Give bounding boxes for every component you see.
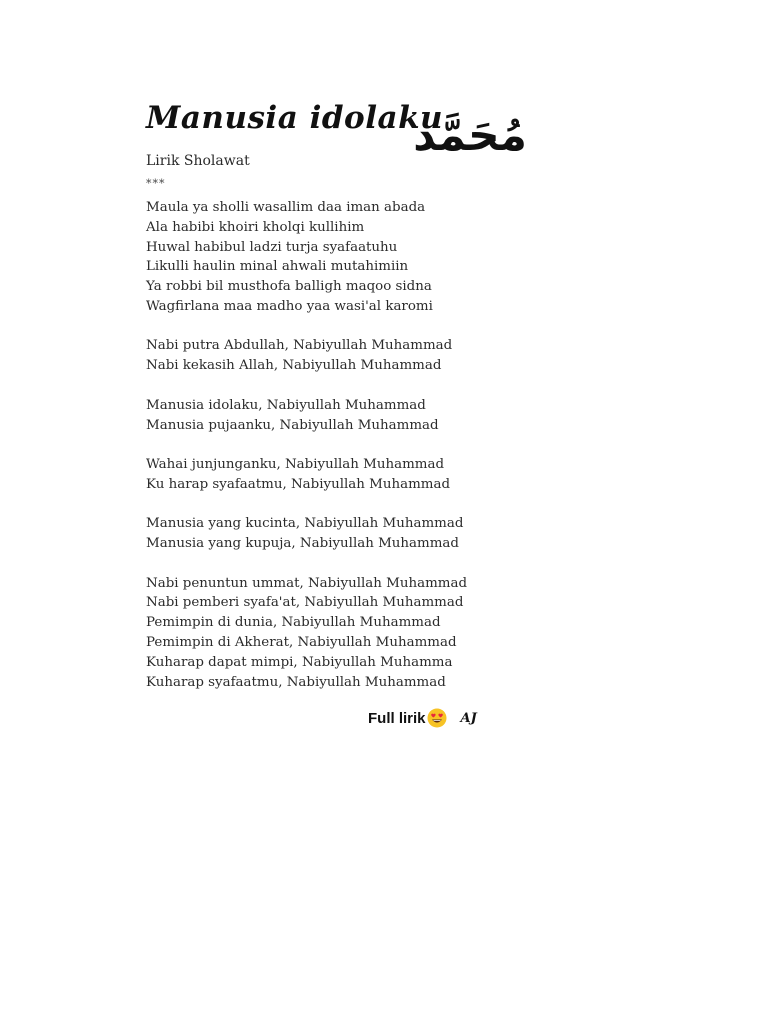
lyric-line: Huwal habibul ladzi turja syafaatuhu: [146, 239, 398, 255]
lyric-line: Nabi kekasih Allah, Nabiyullah Muhammad: [146, 358, 442, 374]
signature: AJ: [460, 710, 477, 726]
stanza: [146, 514, 506, 554]
lyric-line: Nabi pemberi syafa'at, Nabiyullah Muhammad: [146, 595, 464, 611]
lyric-line: Ya robbi bil musthofa balligh maqoo sidna: [146, 279, 432, 295]
lyric-line: Manusia yang kucinta, Nabiyullah Muhammad: [146, 516, 464, 532]
stanza: [146, 455, 506, 495]
lyric-line: Manusia yang kupuja, Nabiyullah Muhammad: [146, 536, 459, 552]
stanza: [146, 574, 506, 693]
stanza: [146, 198, 506, 317]
lyric-line: Ala habibi khoiri kholqi kullihim: [146, 219, 365, 235]
lyric-line: Wahai junjunganku, Nabiyullah Muhammad: [146, 457, 445, 473]
lyric-line: Wagfirlana maa madho yaa wasi'al karomi: [146, 298, 433, 314]
lyric-line: Nabi putra Abdullah, Nabiyullah Muhammad: [146, 338, 453, 354]
lyric-line: Manusia idolaku, Nabiyullah Muhammad: [146, 397, 426, 413]
calligraphy-text: مُحَمَّد: [413, 110, 527, 161]
stanza: [146, 396, 506, 436]
heart-eyes-emoji-icon: [427, 708, 447, 728]
lyric-line: Maula ya sholli wasallim daa iman abada: [146, 200, 426, 215]
subtitle: Lirik Sholawat: [146, 153, 250, 169]
muhammad-calligraphy-icon: [413, 96, 527, 172]
page-title: Manusia idolaku: [146, 100, 444, 136]
credit-text: Full lirik: [368, 709, 426, 727]
credit-footer: [368, 708, 477, 728]
lyric-line: Kuharap syafaatmu, Nabiyullah Muhammad: [146, 674, 446, 690]
stanza: [146, 336, 506, 376]
lyric-line: Manusia pujaanku, Nabiyullah Muhammad: [146, 417, 439, 433]
separator: ***: [146, 177, 166, 190]
lyric-line: Pemimpin di Akherat, Nabiyullah Muhammad: [146, 634, 457, 650]
lyric-line: Kuharap dapat mimpi, Nabiyullah Muhamma: [146, 654, 453, 670]
lyric-line: Pemimpin di dunia, Nabiyullah Muhammad: [146, 615, 441, 631]
lyrics-body: [146, 198, 506, 692]
lyric-line: Ku harap syafaatmu, Nabiyullah Muhammad: [146, 476, 451, 492]
lyric-line: Likulli haulin minal ahwali mutahimiin: [146, 259, 409, 275]
lyric-line: Nabi penuntun ummat, Nabiyullah Muhammad: [146, 575, 468, 591]
